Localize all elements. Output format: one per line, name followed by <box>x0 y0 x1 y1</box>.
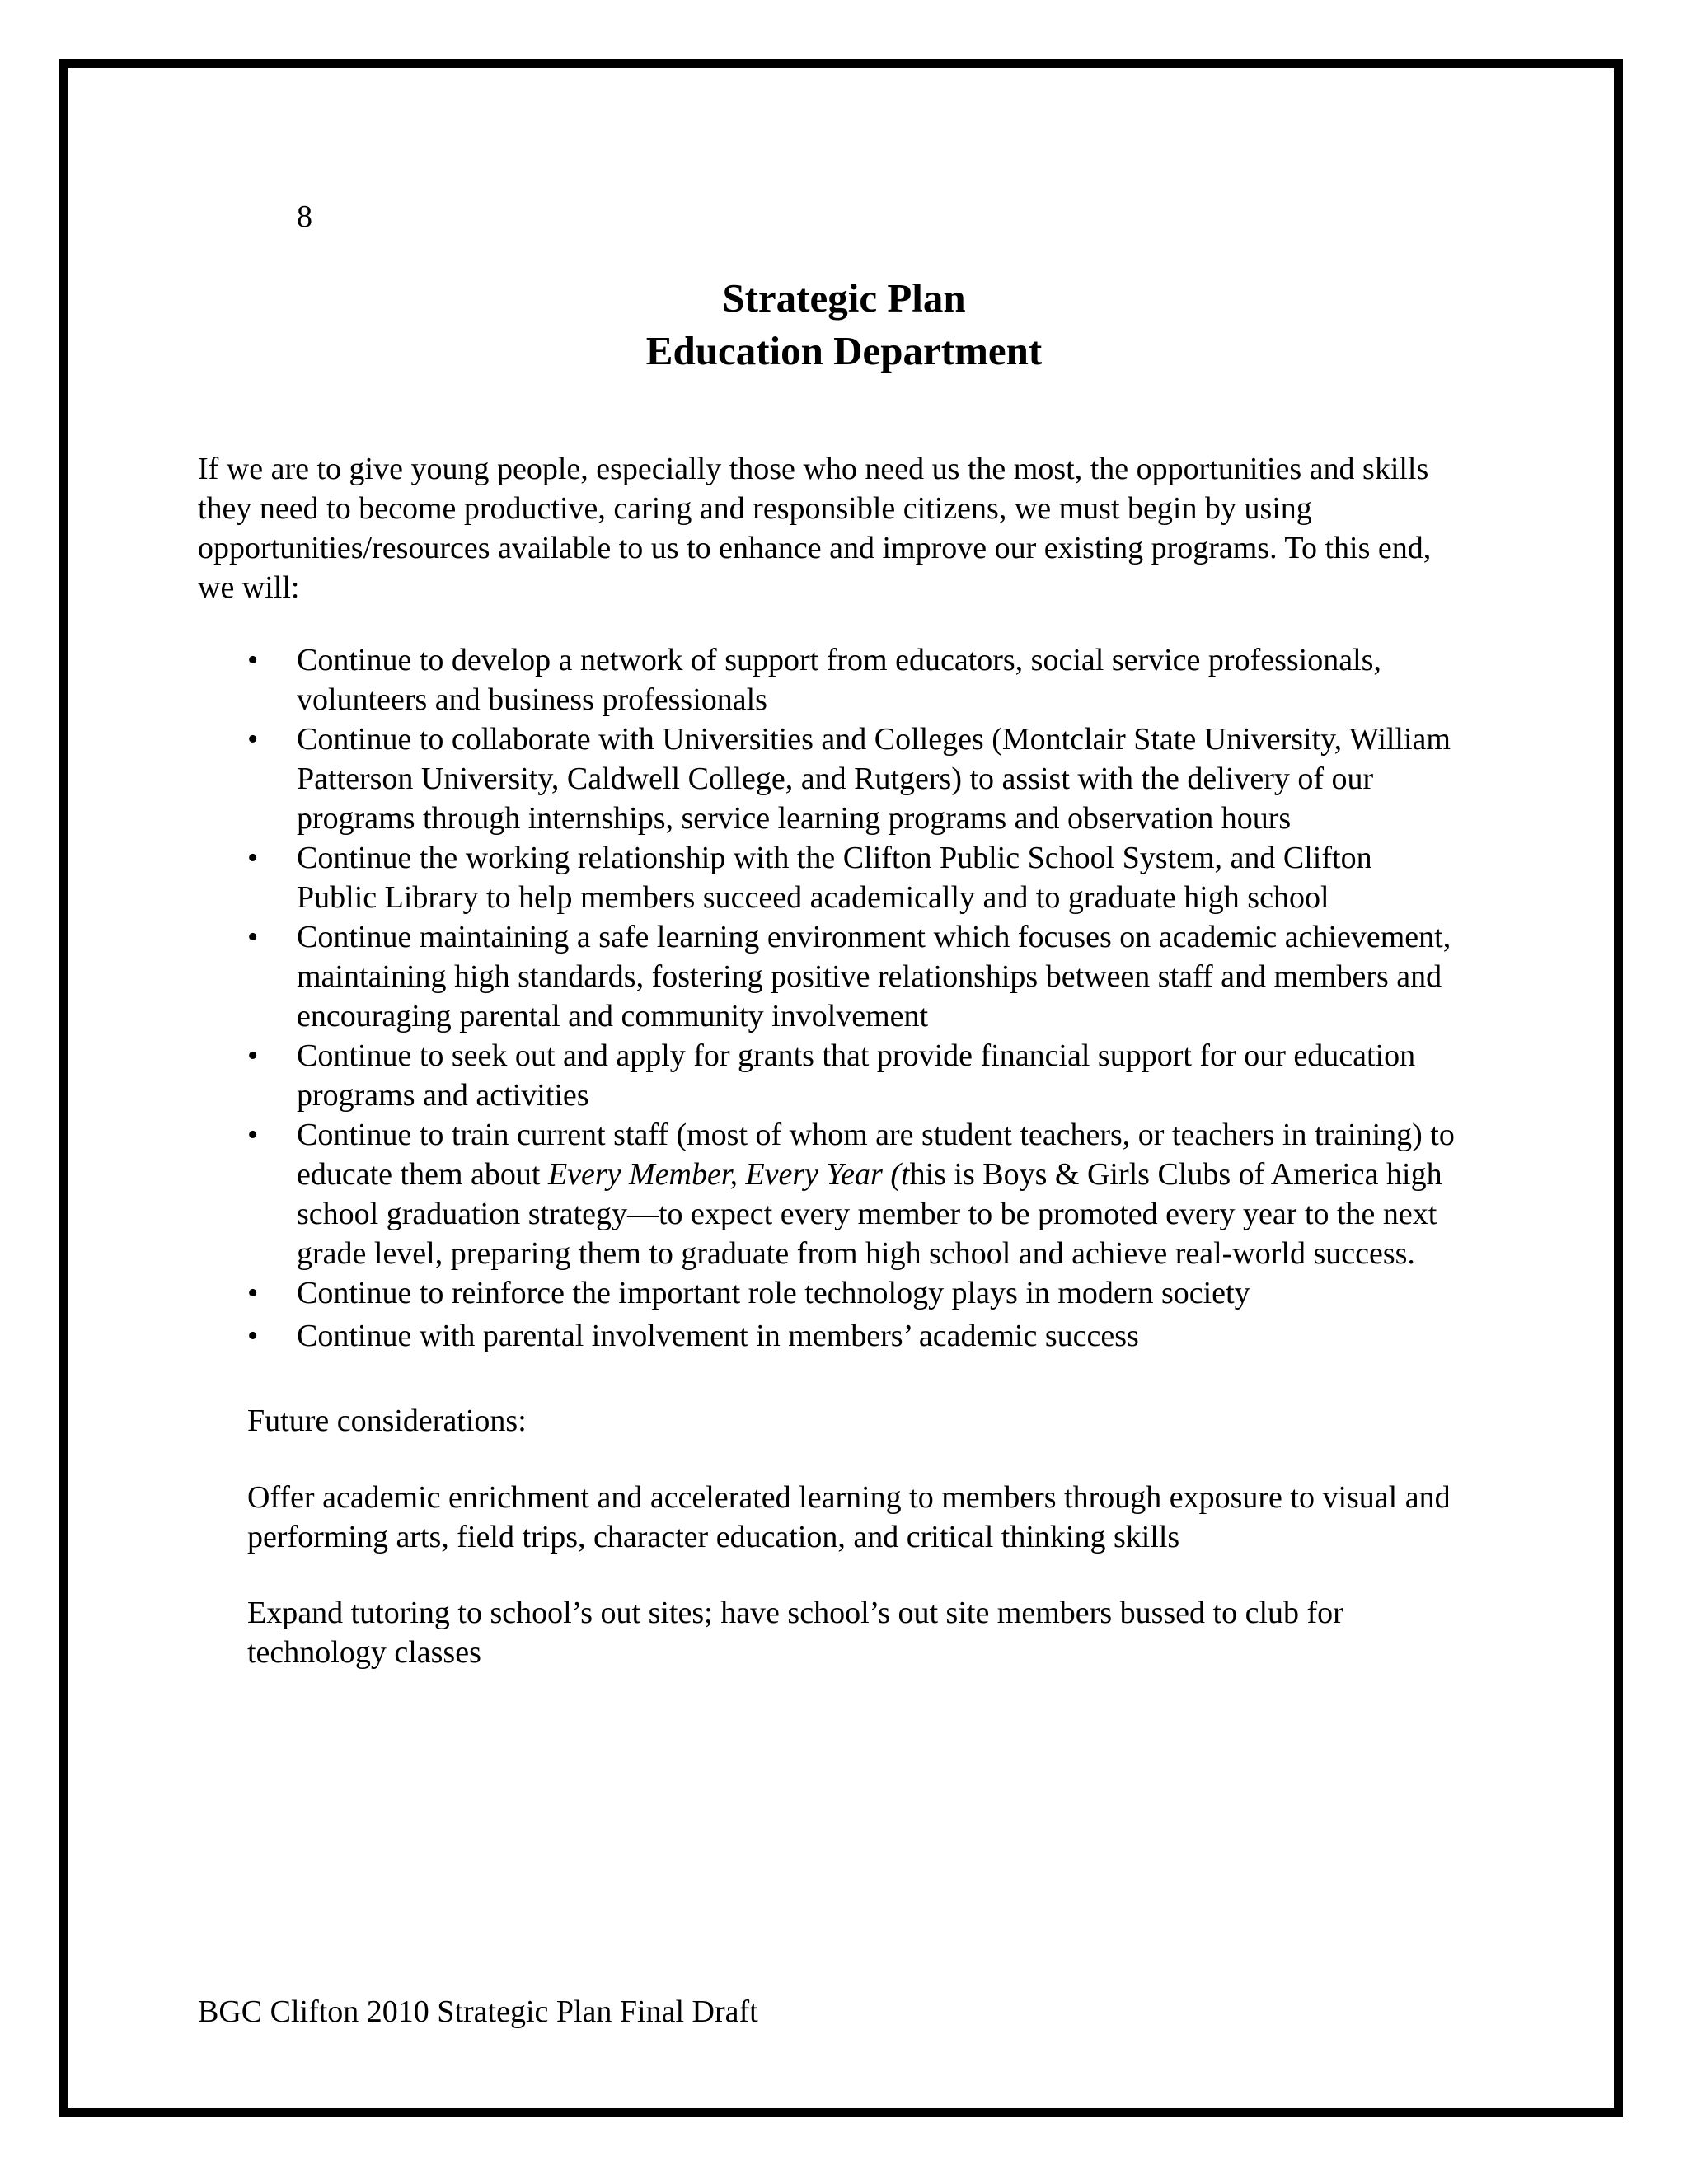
list-item <box>247 719 1533 838</box>
list-item-line: Continue to seek out and apply for grants that provide financial support for our education <box>297 1038 1416 1073</box>
bullet-icon: • <box>247 841 259 875</box>
list-item <box>247 917 1533 1036</box>
list-item-line: Continue with parental involvement in members’ academic success <box>297 1319 1139 1353</box>
future-paragraph-2 <box>247 1593 1533 1672</box>
list-item-line: school graduation strategy—to expect every member to be promoted every year to the next <box>297 1197 1437 1231</box>
list-item-text: educate them about <box>297 1157 548 1192</box>
goals-list <box>247 640 1533 1356</box>
paragraph-line: performing arts, field trips, character education, and critical thinking skills <box>247 1520 1180 1554</box>
bullet-icon: • <box>247 722 259 757</box>
list-item-text: his is Boys & Girls Clubs of America high <box>909 1157 1442 1192</box>
list-item <box>247 1115 1533 1273</box>
intro-line: If we are to give young people, especially those who need us the most, the opportunities and skills <box>198 452 1429 486</box>
list-item-line: Public Library to help members succeed academically and to graduate high school <box>297 880 1329 915</box>
future-heading: Future considerations: <box>247 1404 527 1438</box>
page-footer: BGC Clifton 2010 Strategic Plan Final Draft <box>198 1994 758 2029</box>
list-item <box>247 838 1533 917</box>
bullet-icon: • <box>247 1319 259 1353</box>
bullet-icon: • <box>247 1118 259 1152</box>
list-item-line: encouraging parental and community involvement <box>297 999 929 1033</box>
list-item <box>247 640 1533 719</box>
intro-line: we will: <box>198 570 300 605</box>
paragraph-line: Offer academic enrichment and accelerated learning to members through exposure to visual and <box>247 1480 1451 1515</box>
list-item-line: Continue to develop a network of support from educators, social service professionals, <box>297 643 1381 677</box>
future-paragraph-1 <box>247 1478 1533 1557</box>
list-item <box>247 1273 1533 1313</box>
list-item-line <box>297 1155 1533 1194</box>
bullet-icon: • <box>247 643 259 677</box>
list-item <box>247 1036 1533 1115</box>
title-line-2: Education Department <box>645 328 1043 373</box>
paragraph-line: Expand tutoring to school’s out sites; have school’s out site members bussed to club for <box>247 1596 1343 1630</box>
bullet-icon: • <box>247 1038 259 1073</box>
list-item-line: programs and activities <box>297 1078 589 1113</box>
page-number: 8 <box>297 199 312 234</box>
list-item-line: grade level, preparing them to graduate from high school and achieve real-world success. <box>297 1236 1415 1271</box>
list-item-line: Continue to train current staff (most of whom are student teachers, or teachers in training) to <box>297 1118 1455 1152</box>
bullet-icon: • <box>247 1276 259 1310</box>
list-item-line: Continue maintaining a safe learning environment which focuses on academic achievement, <box>297 920 1451 954</box>
list-item-line: volunteers and business professionals <box>297 682 767 717</box>
list-item-line: maintaining high standards, fostering positive relationships between staff and members and <box>297 959 1442 994</box>
list-item-line: Continue to collaborate with Universities and Colleges (Montclair State University, William <box>297 722 1451 757</box>
intro-line: they need to become productive, caring and responsible citizens, we must begin by using <box>198 491 1312 526</box>
list-item-line: programs through internships, service learning programs and observation hours <box>297 801 1292 836</box>
program-name-italic: Every Member, Every Year (t <box>547 1157 910 1192</box>
list-item-line: Continue the working relationship with the Clifton Public School System, and Clifton <box>297 841 1372 875</box>
paragraph-line: technology classes <box>247 1635 481 1670</box>
list-item-line: Patterson University, Caldwell College, and Rutgers) to assist with the delivery of our <box>297 762 1374 796</box>
intro-line: opportunities/resources available to us to enhance and improve our existing programs. To this end, <box>198 531 1432 565</box>
list-item-line: Continue to reinforce the important role technology plays in modern society <box>297 1276 1250 1310</box>
list-item <box>247 1316 1533 1356</box>
intro-paragraph <box>198 449 1525 607</box>
bullet-icon: • <box>247 920 259 954</box>
title-line-1: Strategic Plan <box>722 275 966 321</box>
page-title <box>0 272 1688 377</box>
